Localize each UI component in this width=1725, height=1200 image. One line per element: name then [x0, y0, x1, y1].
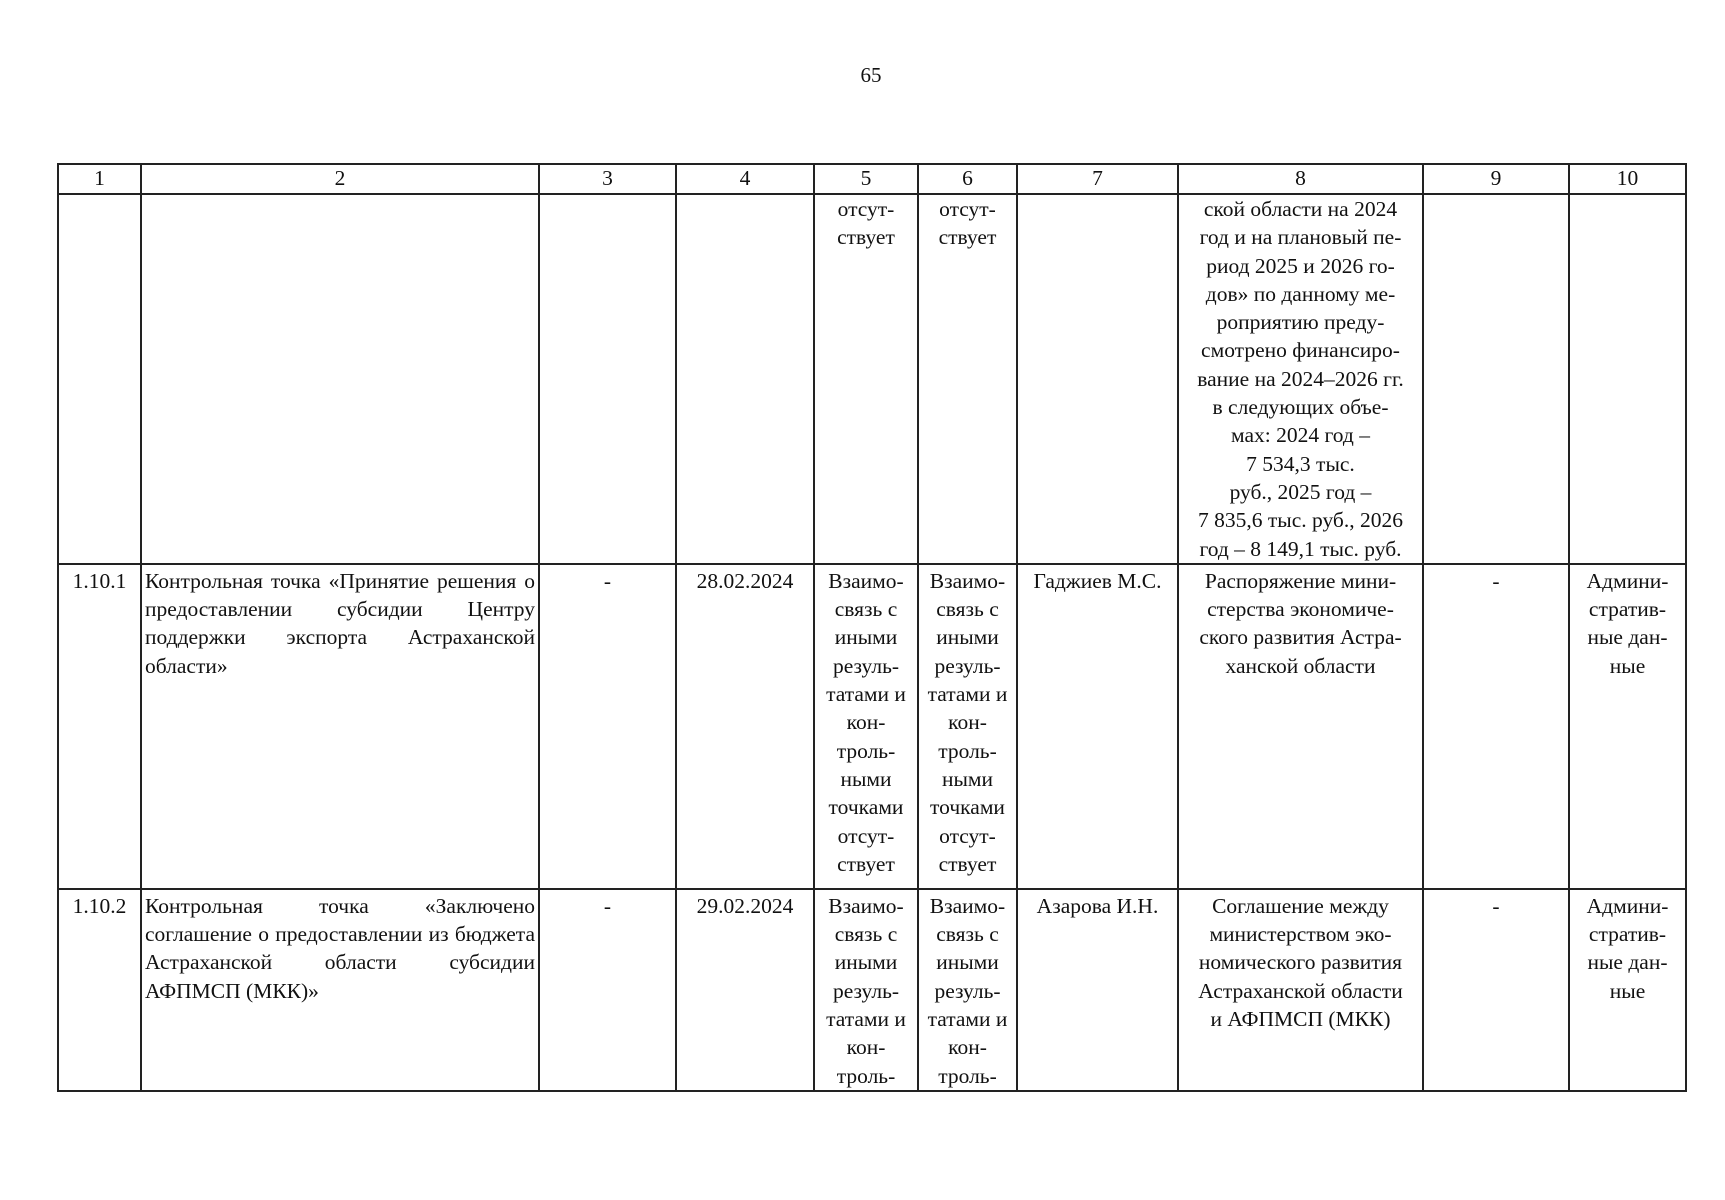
row-date: 28.02.2024 [676, 564, 814, 889]
table-row [58, 564, 1686, 889]
row-base-value: - [539, 564, 676, 889]
row-document: Соглашение между министерством эко- номического развития Астраханской области и АФПМСП (МКК) [1178, 889, 1423, 1091]
column-number: 4 [676, 164, 814, 194]
row-source: Админи- стратив- ные дан- ные [1569, 889, 1686, 1091]
row-description [141, 194, 539, 564]
row-document: Распоряжение мини- стерства экономиче- ского развития Астра- ханской области [1178, 564, 1423, 889]
column-number: 6 [918, 164, 1017, 194]
column-number: 7 [1017, 164, 1178, 194]
row-number [58, 194, 141, 564]
row-date: 29.02.2024 [676, 889, 814, 1091]
row-description: Контрольная точка «Принятие решения о предоставлении субсидии Центру поддержки экспорта Астраханской области» [141, 564, 539, 889]
row-base-value [539, 194, 676, 564]
row-col9 [1423, 194, 1569, 564]
row-relation-next: Взаимо- связь с иными резуль- татами и кон- троль- ными точками отсут- ствует [918, 564, 1017, 889]
table-row [58, 889, 1686, 1091]
column-number: 2 [141, 164, 539, 194]
column-number: 8 [1178, 164, 1423, 194]
row-col9: - [1423, 889, 1569, 1091]
row-document: ской области на 2024 год и на плановый пе- риод 2025 и 2026 го- дов» по данному ме- роприятию преду- смотрено финансиро- вание на 2024–2026 гг. в следующих объе- мах: 2024 год – 7 534,3 тыс. руб., 2025 год – 7 835,6 тыс. руб., 2026 год – 8 149,1 тыс. руб. [1178, 194, 1423, 564]
row-responsible: Азарова И.Н. [1017, 889, 1178, 1091]
column-number-row [58, 164, 1686, 194]
row-col9: - [1423, 564, 1569, 889]
row-responsible: Гаджиев М.С. [1017, 564, 1178, 889]
column-number: 3 [539, 164, 676, 194]
column-number: 9 [1423, 164, 1569, 194]
row-relation-next: отсут- ствует [918, 194, 1017, 564]
table-row [58, 194, 1686, 564]
column-number: 10 [1569, 164, 1686, 194]
row-relation-previous: отсут- ствует [814, 194, 918, 564]
row-number: 1.10.2 [58, 889, 141, 1091]
row-base-value: - [539, 889, 676, 1091]
row-date [676, 194, 814, 564]
row-relation-previous: Взаимо- связь с иными резуль- татами и кон- троль- ными точками отсут- ствует [814, 564, 918, 889]
row-source [1569, 194, 1686, 564]
row-description: Контрольная точка «Заключено соглашение о предоставлении из бюджета Астраханской области субсидии АФПМСП (МКК)» [141, 889, 539, 1091]
plan-table [57, 163, 1687, 1092]
row-relation-previous: Взаимо- связь с иными резуль- татами и кон- троль- [814, 889, 918, 1091]
page-number: 65 [860, 63, 882, 87]
row-relation-next: Взаимо- связь с иными резуль- татами и кон- троль- [918, 889, 1017, 1091]
row-responsible [1017, 194, 1178, 564]
column-number: 5 [814, 164, 918, 194]
column-number: 1 [58, 164, 141, 194]
row-source: Админи- стратив- ные дан- ные [1569, 564, 1686, 889]
row-number: 1.10.1 [58, 564, 141, 889]
